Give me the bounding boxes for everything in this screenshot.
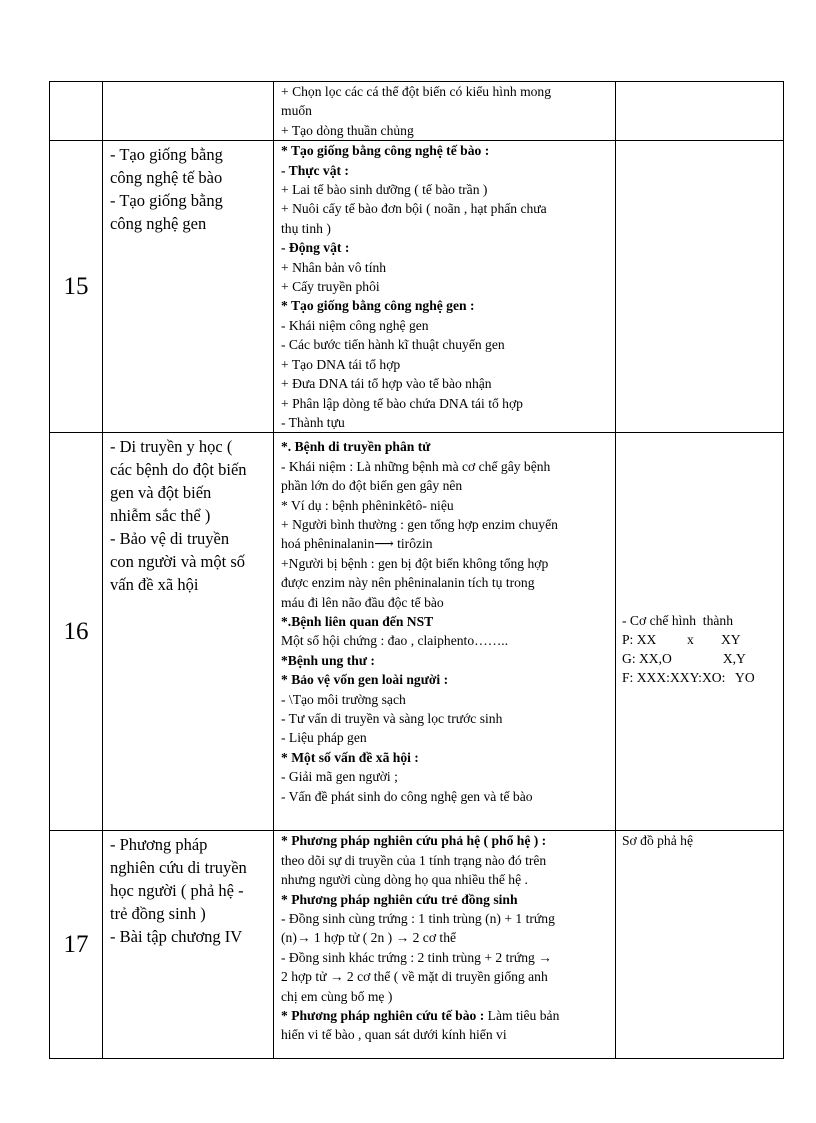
content-line: (n)→ 1 hợp tử ( 2n ) → 2 cơ thể xyxy=(281,930,457,946)
note-cell xyxy=(616,82,784,141)
content-line: + Chọn lọc các cá thể đột biến có kiểu hình mong xyxy=(281,84,552,99)
content-line: muốn xyxy=(281,103,312,119)
lesson-number-cell xyxy=(50,82,103,141)
content-line: + Nuôi cấy tế bào đơn bội ( noãn , hạt phấn chưa xyxy=(281,201,547,217)
content-line: 2 hợp tử → 2 cơ thể ( về mặt di truyền giống anh xyxy=(281,969,548,985)
content-line: - Khái niệm công nghệ gen xyxy=(281,317,429,333)
note-line: - Cơ chế hình thành xyxy=(622,613,734,629)
content-line: +Người bị bệnh : gen bị đột biến không tổng hợp xyxy=(281,555,549,571)
topic-cell xyxy=(103,433,274,831)
content-line: máu đi lên não đầu độc tế bào xyxy=(281,594,444,610)
content-heading: - Động vật : xyxy=(281,240,350,256)
note-line: G: XX,O X,Y xyxy=(622,651,746,667)
content-cell xyxy=(274,82,616,141)
table-row xyxy=(50,82,784,141)
topic-line: - Bảo vệ di truyền xyxy=(110,529,230,549)
content-line: hiển vi tế bào , quan sát dưới kính hiển vi xyxy=(281,1027,507,1043)
content-line: chị em cùng bố mẹ ) xyxy=(281,988,393,1004)
content-line: + Nhân bản vô tính xyxy=(281,259,387,275)
topic-line: công nghệ tế bào xyxy=(110,168,223,188)
lesson-number-cell xyxy=(50,831,103,1059)
content-line: + Tạo dòng thuần chủng xyxy=(281,122,414,138)
note-cell xyxy=(616,141,784,433)
content-heading: * Phương pháp nghiên cứu phả hệ ( phổ hệ ) : xyxy=(281,833,547,849)
topic-line: vấn đề xã hội xyxy=(110,575,199,595)
note-cell xyxy=(616,831,784,1059)
content-line: + Cấy truyền phôi xyxy=(281,279,380,295)
content-heading: * Bảo vệ vốn gen loài người : xyxy=(281,672,449,688)
table-row xyxy=(50,831,784,1059)
content-line: nhưng người cùng dòng họ qua nhiều thế hệ . xyxy=(281,872,528,888)
content-heading: *.Bệnh liên quan đến NST xyxy=(281,613,434,629)
content-line: + Lai tế bào sinh dưỡng ( tế bào trần ) xyxy=(281,182,488,198)
syllabus-table-body xyxy=(50,82,784,1059)
content-line: - Vấn đề phát sinh do công nghệ gen và tế bào xyxy=(281,788,533,804)
content-heading: * Phương pháp nghiên cứu tế bào : xyxy=(281,1007,485,1023)
lesson-number-cell xyxy=(50,141,103,433)
content-line: hoá phêninalanin⟶ tirôzin xyxy=(281,536,433,552)
syllabus-table xyxy=(49,81,784,1059)
topic-cell xyxy=(103,82,274,141)
content-line: - Tư vấn di truyền và sàng lọc trước sinh xyxy=(281,711,503,726)
content-heading: - Thực vật : xyxy=(281,162,349,178)
lesson-number: 15 xyxy=(63,272,89,300)
content-line: thụ tinh ) xyxy=(281,220,331,236)
content-line: + Phân lập dòng tế bào chứa DNA tái tổ hợp xyxy=(281,395,523,411)
table-row xyxy=(50,141,784,433)
content-line xyxy=(281,831,611,850)
topic-line: học người ( phả hệ - xyxy=(110,881,244,901)
content-line: - Giải mã gen người ; xyxy=(281,769,398,785)
note-line: Sơ đồ phả hệ xyxy=(622,833,693,849)
content-cell xyxy=(274,831,616,1059)
content-heading: *Bệnh ung thư : xyxy=(281,652,375,668)
topic-line: - Phương pháp xyxy=(110,835,208,855)
content-heading: *. Bệnh di truyền phân tử xyxy=(281,439,431,455)
content-line: - Thành tựu xyxy=(281,414,345,430)
topic-line: các bệnh do đột biến xyxy=(110,460,247,480)
topic-line: trẻ đồng sinh ) xyxy=(110,904,206,924)
content-line: * Ví dụ : bệnh phêninkêtô- niệu xyxy=(281,497,454,513)
content-line: phần lớn do đột biến gen gây nên xyxy=(281,478,463,494)
content-cell xyxy=(274,141,616,433)
note-cell xyxy=(616,433,784,831)
topic-line: - Tạo giống bằng xyxy=(110,191,223,211)
content-line: - Đồng sinh khác trứng : 2 tinh trùng + 2 trứng → xyxy=(281,949,552,965)
topic-line: - Di truyền y học ( xyxy=(110,437,233,457)
table-row xyxy=(50,433,784,831)
topic-cell xyxy=(103,831,274,1059)
content-line: được enzim này nên phêninalanin tích tụ trong xyxy=(281,575,535,591)
topic-line: công nghệ gen xyxy=(110,214,207,234)
content-heading: * Một số vấn đề xã hội : xyxy=(281,749,419,765)
note-line: P: XX x XY xyxy=(622,632,741,648)
content-line: - Liệu pháp gen xyxy=(281,730,367,746)
content-line-rest: Làm tiêu bản xyxy=(484,1007,560,1023)
content-line: theo dõi sự di truyền của 1 tính trạng nào đó trên xyxy=(281,852,547,868)
topic-cell xyxy=(103,141,274,433)
lesson-number-cell xyxy=(50,433,103,831)
content-line xyxy=(281,1006,611,1025)
content-heading: * Phương pháp nghiên cứu trẻ đồng sinh xyxy=(281,891,518,907)
topic-line: nghiên cứu di truyền xyxy=(110,858,247,878)
content-line: + Tạo DNA tái tổ hợp xyxy=(281,356,401,372)
topic-line: - Tạo giống bằng xyxy=(110,145,223,165)
topic-line: - Bài tập chương IV xyxy=(110,927,243,947)
topic-line: con người và một số xyxy=(110,552,245,572)
content-cell xyxy=(274,433,616,831)
content-line: - Đồng sinh cùng trứng : 1 tinh trùng (n) + 1 trứng xyxy=(281,910,555,926)
content-line: - \Tạo môi trường sạch xyxy=(281,691,406,707)
content-heading: * Tạo giống bằng công nghệ tế bào : xyxy=(281,143,490,159)
content-line: + Đưa DNA tái tổ hợp vào tế bào nhận xyxy=(281,376,492,392)
content-heading: * Tạo giống bằng công nghệ gen : xyxy=(281,298,475,314)
lesson-number: 17 xyxy=(63,930,89,958)
content-line: + Người bình thường : gen tổng hợp enzim chuyển xyxy=(281,516,558,532)
lesson-number: 16 xyxy=(63,617,89,645)
content-line: - Khái niệm : Là những bệnh mà cơ chế gây bệnh xyxy=(281,458,551,474)
content-line: - Các bước tiến hành kĩ thuật chuyển gen xyxy=(281,337,505,353)
topic-line: nhiễm sắc thể ) xyxy=(110,506,211,526)
content-line: Một số hội chứng : đao , claiphento…….. xyxy=(281,633,509,649)
note-line: F: XXX:XXY:XO: YO xyxy=(622,670,755,686)
topic-line: gen và đột biến xyxy=(110,483,212,503)
